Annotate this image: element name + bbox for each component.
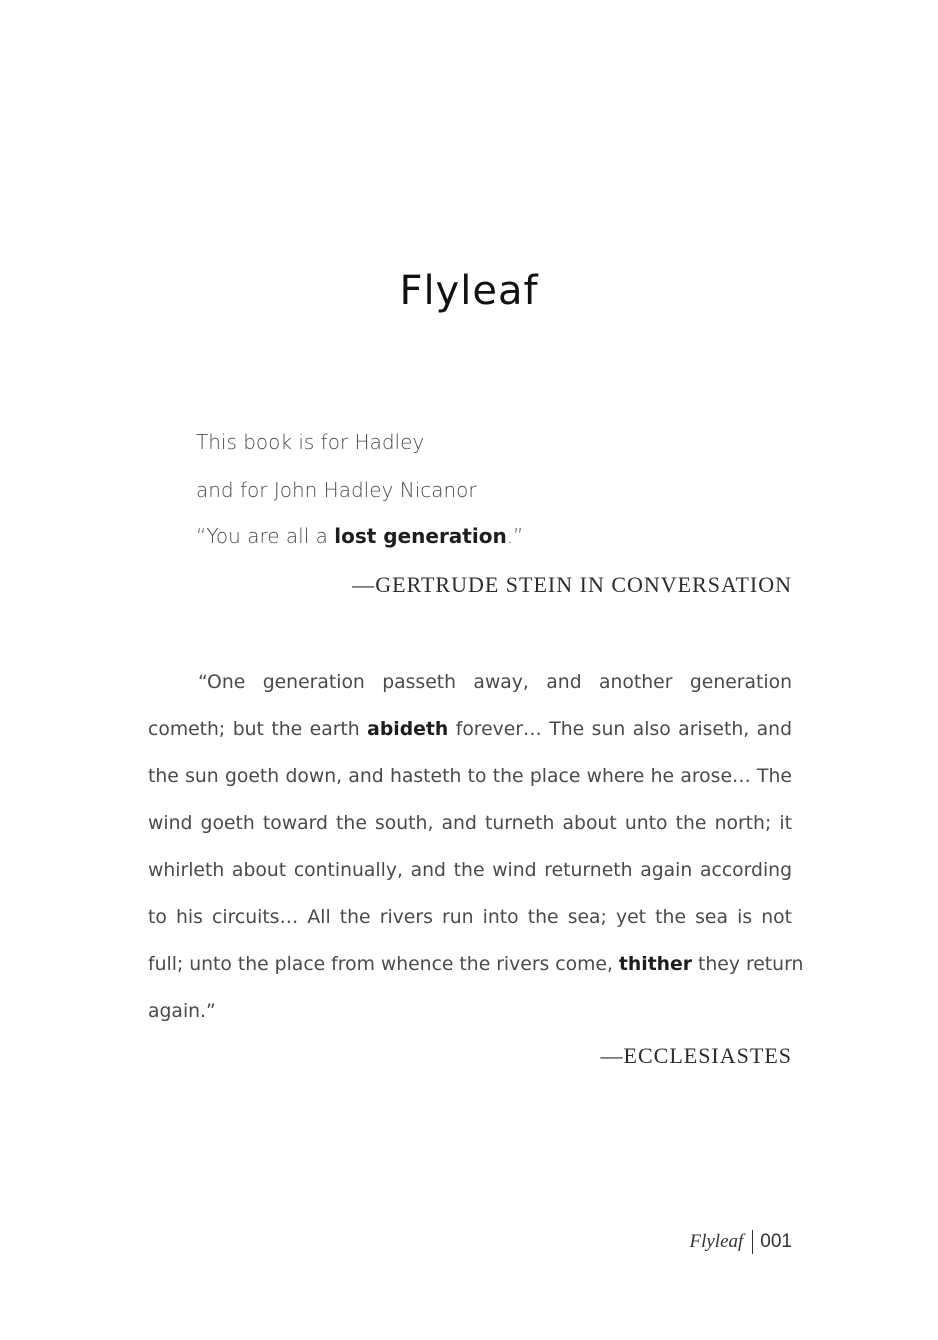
dedication-attribution: —GERTRUDE STEIN IN CONVERSATION (352, 572, 792, 597)
epigraph-line-5: whirleth about continually, and the wind returneth again according (148, 860, 792, 881)
quote-emphasis: lost generation (334, 524, 507, 548)
page-title: Flyleaf (399, 268, 539, 314)
epigraph-line-8: again.” (148, 1001, 216, 1022)
epigraph-text: forever… The sun also ariseth, and (448, 719, 792, 740)
epigraph-emphasis: thither (618, 954, 693, 975)
dedication-line-3 (196, 524, 523, 548)
page-footer (689, 1230, 792, 1254)
epigraph-text: they return (692, 954, 804, 975)
running-title: Flyleaf (689, 1231, 744, 1252)
epigraph-line-6: to his circuits… All the rivers run into the sea; yet the sea is not (148, 907, 792, 928)
epigraph-emphasis: abideth (367, 719, 449, 740)
dedication-line-1: This book is for Hadley (196, 430, 425, 454)
quote-close: .” (506, 524, 524, 548)
epigraph-text: full; unto the place from whence the rivers come, (148, 954, 619, 975)
epigraph-text: cometh; but the earth (148, 719, 368, 740)
epigraph-line-2 (148, 719, 792, 740)
footer-divider (752, 1230, 753, 1254)
epigraph-line-1: “One generation passeth away, and another generation (198, 672, 792, 693)
epigraph-line-7 (148, 954, 804, 975)
quote-open: “You are all a (196, 524, 335, 548)
epigraph-attribution: —ECCLESIASTES (600, 1043, 792, 1068)
epigraph-line-3: the sun goeth down, and hasteth to the place where he arose… The (148, 766, 792, 787)
dedication-line-2: and for John Hadley Nicanor (196, 478, 477, 502)
page-number: 001 (760, 1231, 792, 1252)
epigraph-line-4: wind goeth toward the south, and turneth about unto the north; it (148, 813, 792, 834)
